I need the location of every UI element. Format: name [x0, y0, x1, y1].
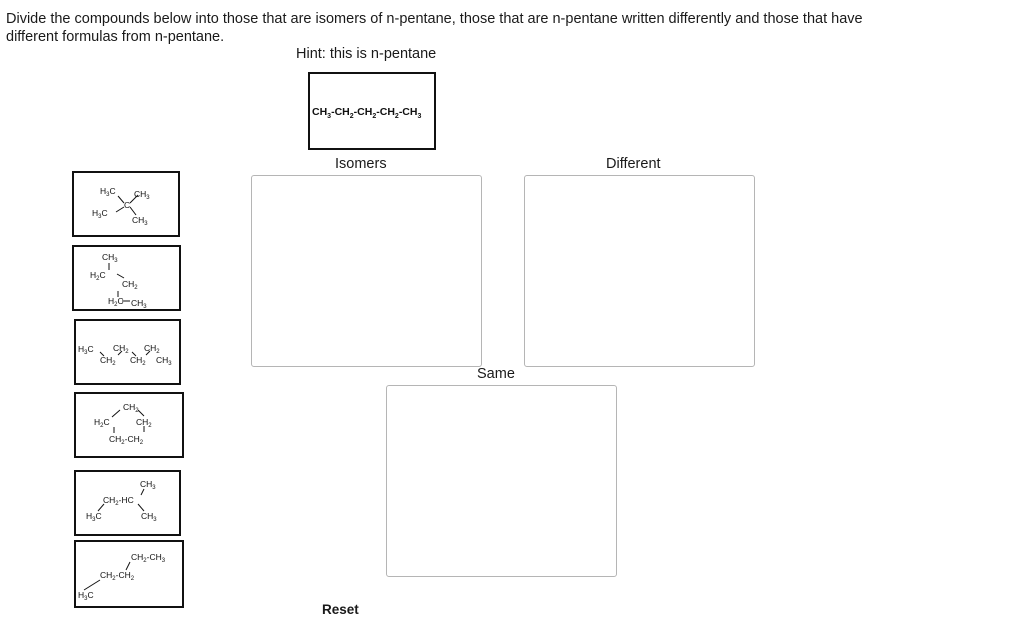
svg-text:H3C: $H_3C$: [92, 208, 108, 220]
compound-card-1[interactable]: [72, 171, 180, 237]
compound-structure-1: [74, 173, 178, 235]
compound-card-2[interactable]: [72, 245, 181, 311]
svg-text:H3C: $H_3C$: [78, 590, 94, 602]
hint-structure-n-pentane: [308, 72, 436, 150]
same-label: Same: [477, 366, 515, 382]
svg-text:CH2-HC: $CH_2-HC$: [103, 495, 134, 507]
svg-text:CH2: $CH_2$: [136, 417, 152, 429]
svg-text:H2C: $H_2C$: [94, 417, 110, 429]
compound-structure-3: [76, 321, 179, 383]
svg-text:CH2: $CH_2$: [130, 355, 146, 367]
svg-text:CH3: $CH_3$: [140, 479, 156, 491]
different-drop-zone[interactable]: [524, 175, 755, 367]
svg-text:CH2-CH3: $CH_2-CH_3$: [131, 552, 166, 564]
compound-structure-6: [76, 542, 182, 606]
svg-text:CH3: $CH_3$: [131, 298, 147, 309]
compound-card-5[interactable]: [74, 470, 181, 536]
compound-structure-5: [76, 472, 179, 534]
svg-text:CH3: $CH_3$: [132, 215, 148, 227]
compound-card-4[interactable]: [74, 392, 184, 458]
svg-text:CH3: $CH_3$: [141, 511, 157, 523]
svg-text:CH3-CH2-CH2-CH2-CH3: $CH_3-CH_2-CH_2-CH_2-CH_3$: [312, 106, 422, 120]
svg-text:CH2: $CH_2$: [100, 355, 116, 367]
n-pentane-formula: [310, 101, 434, 121]
instructions-line-2: different formulas from n-pentane.: [6, 29, 225, 45]
different-label: Different: [606, 156, 661, 172]
svg-text:CH3: $CH_3$: [102, 252, 118, 264]
compound-structure-2: [74, 247, 179, 309]
svg-text:H3C: $H_3C$: [86, 511, 102, 523]
svg-text:CH2-CH2: $CH_2-CH_2$: [109, 434, 144, 446]
svg-text:CH3: $CH_3$: [156, 355, 172, 367]
svg-text:CH2: $CH_2$: [122, 279, 138, 291]
svg-text:CH2: $CH_2$: [144, 343, 160, 355]
instructions-line-1: Divide the compounds below into those that are isomers of n-pentane, those that are n-pentane written differently and those that have: [6, 11, 863, 27]
compound-card-6[interactable]: [74, 540, 184, 608]
svg-text:C: C: [124, 200, 131, 210]
compound-card-3[interactable]: [74, 319, 181, 385]
svg-text:CH2: $CH_2$: [123, 402, 139, 414]
same-drop-zone[interactable]: [386, 385, 617, 577]
compound-structure-4: [76, 394, 182, 456]
hint-label: Hint: this is n-pentane: [296, 46, 437, 62]
svg-text:CH2: $CH_2$: [113, 343, 129, 355]
isomers-drop-zone[interactable]: [251, 175, 482, 367]
svg-text:CH3: $CH_3$: [134, 189, 150, 201]
svg-text:H2C: $H_2C$: [108, 296, 124, 308]
svg-text:CH2-CH2: $CH_2-CH_2$: [100, 570, 135, 582]
reset-button[interactable]: Reset: [322, 602, 359, 617]
svg-text:H3C: $H_3C$: [100, 186, 116, 198]
svg-text:H3C: $H_3C$: [78, 344, 94, 356]
isomers-label: Isomers: [335, 156, 387, 172]
svg-text:H2C: $H_2C$: [90, 270, 106, 282]
instructions-text: [6, 10, 1006, 46]
